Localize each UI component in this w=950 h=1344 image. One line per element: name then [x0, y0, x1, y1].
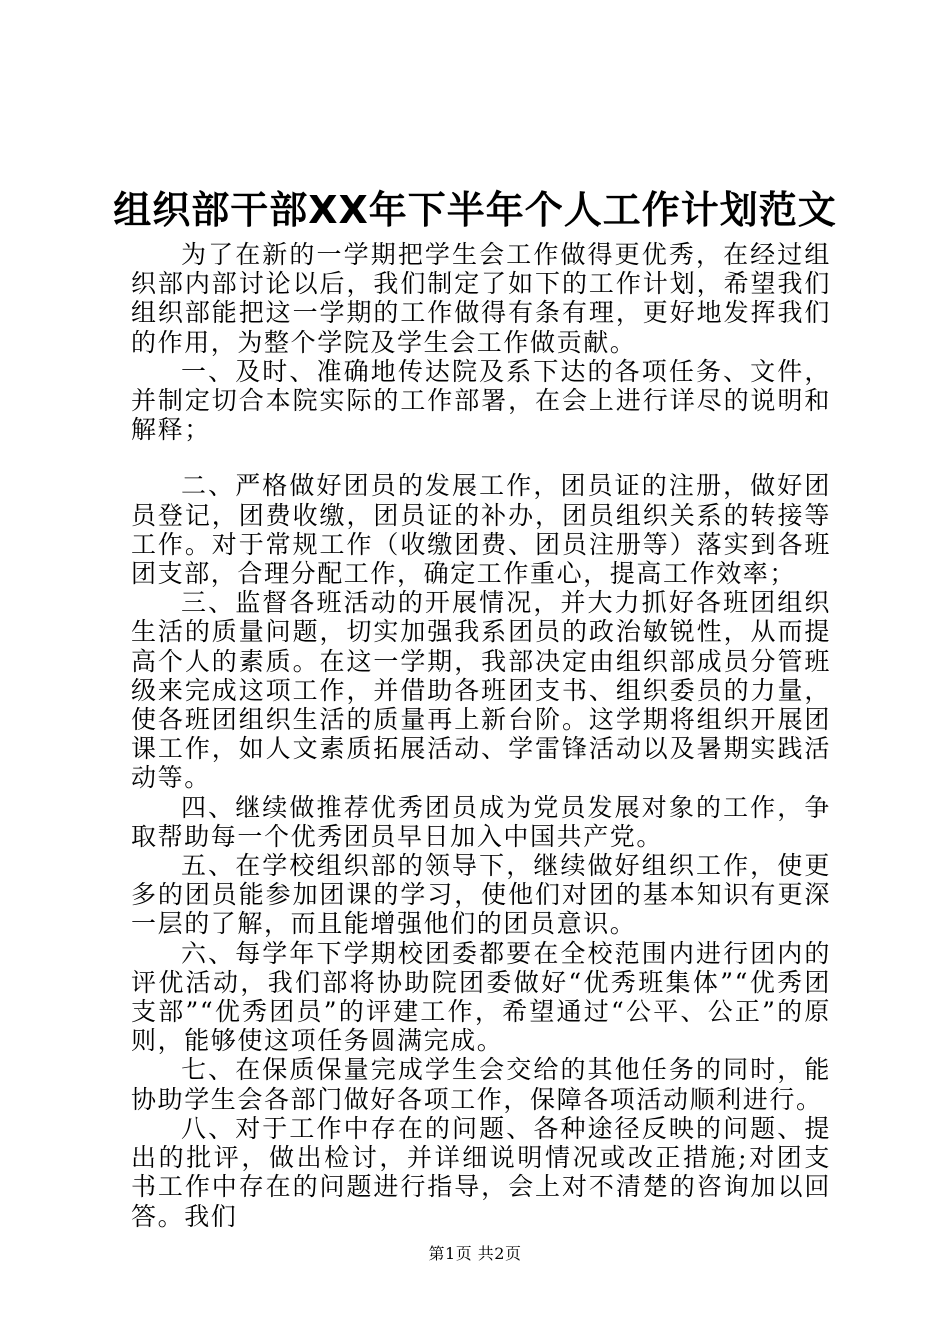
paragraph-item-8: 八、对于工作中存在的问题、各种途径反映的问题、提出的批评，做出检讨，并详细说明情况或改正措施;对团支书工作中存在的问题进行指导，会上对不清楚的咨询加以回答。我们: [131, 1113, 831, 1231]
paragraph-intro: 为了在新的一学期把学生会工作做得更优秀，在经过组织部内部讨论以后，我们制定了如下的工作计划，希望我们组织部能把这一学期的工作做得有条有理，更好地发挥我们的作用，为整个学院及学生会工作做贡献。: [131, 240, 831, 357]
document-body: [131, 240, 831, 1231]
paragraph-item-5: 五、在学校组织部的领导下，继续做好组织工作，使更多的团员能参加团课的学习，使他们对团的基本知识有更深一层的了解，而且能增强他们的团员意识。: [131, 851, 831, 939]
document-title: 组织部干部XX年下半年个人工作计划范文: [113, 188, 837, 232]
paragraph-item-6: 六、每学年下学期校团委都要在全校范围内进行团内的评优活动，我们部将协助院团委做好“优秀班集体”“优秀团支部”“优秀团员”的评建工作，希望通过“公平、公正”的原则，能够使这项任务圆满完成。: [131, 938, 831, 1056]
paragraph-item-4: 四、继续做推荐优秀团员成为党员发展对象的工作，争取帮助每一个优秀团员早日加入中国共产党。: [131, 792, 831, 851]
paragraph-item-7: 七、在保质保量完成学生会交给的其他任务的同时，能协助学生会各部门做好各项工作，保障各项活动顺利进行。: [131, 1055, 831, 1114]
paragraph-item-1: 一、及时、准确地传达院及系下达的各项任务、文件，并制定切合本院实际的工作部署，在会上进行详尽的说明和解释；: [131, 356, 831, 445]
paragraph-item-3: 三、监督各班活动的开展情况，并大力抓好各班团组织生活的质量问题，切实加强我系团员的政治敏锐性，从而提高个人的素质。在这一学期，我部决定由组织部成员分管班级来完成这项工作，并借助各班团支书、组织委员的力量，使各班团组织生活的质量再上新台阶。这学期将组织开展团课工作，如人文素质拓展活动、学雷锋活动以及暑期实践活动等。: [131, 588, 831, 793]
paragraph-item-2: 二、严格做好团员的发展工作，团员证的注册，做好团员登记，团费收缴，团员证的补办，团员组织关系的转接等工作。对于常规工作（收缴团费、团员注册等）落实到各班团支部，合理分配工作，确定工作重心，提高工作效率；: [131, 471, 831, 589]
page-number: 第1页 共2页: [428, 1244, 522, 1263]
